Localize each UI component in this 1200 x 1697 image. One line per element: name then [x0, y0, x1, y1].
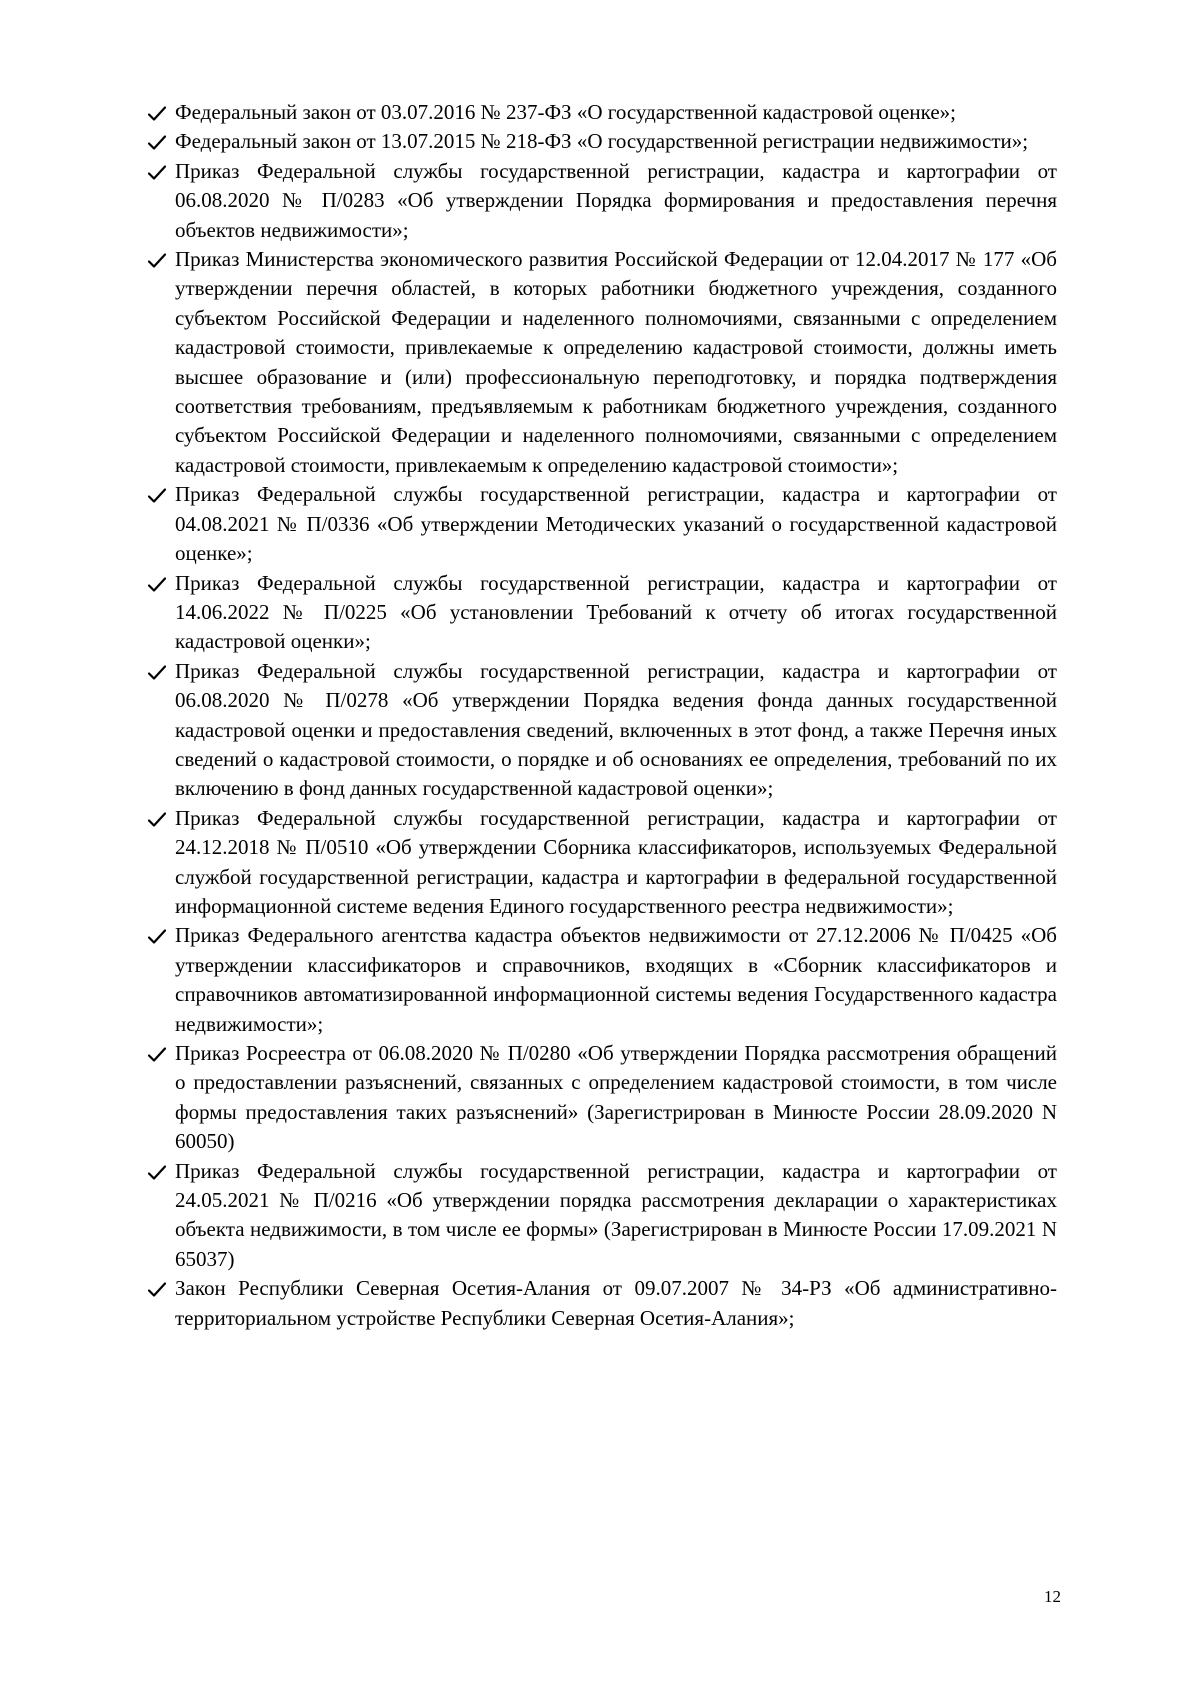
list-item-text: Приказ Федеральной службы государственной регистрации, кадастра и картографии от 24.12.2018 № П/0510 «Об утверждении Сборника классификаторов, используемых Федеральной службой государственной регистрации, кадастра и картографии в федеральной государственной информационной системе ведения Единого государственного реестра недвижимости»; [175, 805, 1057, 918]
list-item [147, 804, 1057, 922]
list-item-text: Закон Республики Северная Осетия-Алания от 09.07.2007 № 34-РЗ «Об административно-территориальном устройстве Республики Северная Осетия-Алания»; [175, 1276, 1057, 1330]
list-item-text: Приказ Министерства экономического развития Российской Федерации от 12.04.2017 № 177 «Об утверждении перечня областей, в которых работники бюджетного учреждения, созданного субъектом Российской Федерации и наделенного полномочиями, связанными с определением кадастровой стоимости, привлекаемые к определению кадастровой стоимости, должны иметь высшее образование и (или) профессиональную переподготовку, и порядка подтверждения соответствия требованиям, предъявляемым к работникам бюджетного учреждения, созданного субъектом Российской Федерации и наделенного полномочиями, связанными с определением кадастровой стоимости, привлекаемым к определению кадастровой стоимости»; [175, 247, 1057, 477]
check-icon [147, 127, 169, 156]
check-icon [147, 921, 169, 950]
page-number: 12 [1044, 1587, 1061, 1606]
list-item [147, 157, 1057, 245]
check-icon [147, 569, 169, 598]
check-icon [147, 804, 169, 833]
list-item [147, 245, 1057, 480]
check-icon [147, 1274, 169, 1303]
check-icon [147, 480, 169, 509]
list-item [147, 569, 1057, 657]
list-item-text: Приказ Федеральной службы государственной регистрации, кадастра и картографии от 14.06.2022 № П/0225 «Об установлении Требований к отчету об итогах государственной кадастровой оценки»; [175, 570, 1057, 654]
check-icon [147, 1039, 169, 1068]
list-item [147, 1157, 1057, 1275]
check-icon [147, 245, 169, 274]
list-item-text: Приказ Федеральной службы государственной регистрации, кадастра и картографии от 06.08.2020 № П/0278 «Об утверждении Порядка ведения фонда данных государственной кадастровой оценки и предоставления сведений, включенных в этот фонд, а также Перечня иных сведений о кадастровой стоимости, о порядке и об основаниях ее определения, требований по их включению в фонд данных государственной кадастровой оценки»; [175, 658, 1057, 801]
list-item-text: Приказ Федеральной службы государственной регистрации, кадастра и картографии от 04.08.2021 № П/0336 «Об утверждении Методических указаний о государственной кадастровой оценке»; [175, 482, 1057, 566]
list-item [147, 921, 1057, 1039]
list-item-text: Федеральный закон от 03.07.2016 № 237-ФЗ «О государственной кадастровой оценке»; [175, 100, 957, 124]
list-item-text: Федеральный закон от 13.07.2015 № 218-ФЗ «О государственной регистрации недвижимости»; [175, 129, 1029, 154]
check-icon [147, 1157, 169, 1186]
list-item [147, 1274, 1057, 1333]
check-icon [147, 157, 169, 186]
list-item-text: Приказ Федеральной службы государственной регистрации, кадастра и картографии от 06.08.2020 № П/0283 «Об утверждении Порядка формирования и предоставления перечня объектов недвижимости»; [175, 158, 1057, 242]
list-item-text: Приказ Федерального агентства кадастра объектов недвижимости от 27.12.2006 № П/0425 «Об утверждении классификаторов и справочников, входящих в «Сборник классификаторов и справочников автоматизированной информационной системы ведения Государственного кадастра недвижимости»; [175, 923, 1057, 1036]
list-item-text: Приказ Росреестра от 06.08.2020 № П/0280 «Об утверждении Порядка рассмотрения обращений о предоставлении разъяснений, связанных с определением кадастровой стоимости, в том числе формы предоставления таких разъяснений» (Зарегистрирован в Минюсте России 28.09.2020 N 60050) [175, 1041, 1057, 1154]
list-item [147, 98, 1057, 127]
list-item [147, 480, 1057, 568]
list-item [147, 1039, 1057, 1157]
list-item [147, 127, 1057, 156]
check-icon [147, 98, 169, 127]
check-icon [147, 657, 169, 686]
list-item [147, 657, 1057, 804]
legal-acts-list [147, 98, 1057, 1333]
list-item-text: Приказ Федеральной службы государственной регистрации, кадастра и картографии от 24.05.2021 № П/0216 «Об утверждении порядка рассмотрения декларации о характеристиках объекта недвижимости, в том числе ее формы» (Зарегистрирован в Минюсте России 17.09.2021 N 65037) [175, 1158, 1057, 1271]
